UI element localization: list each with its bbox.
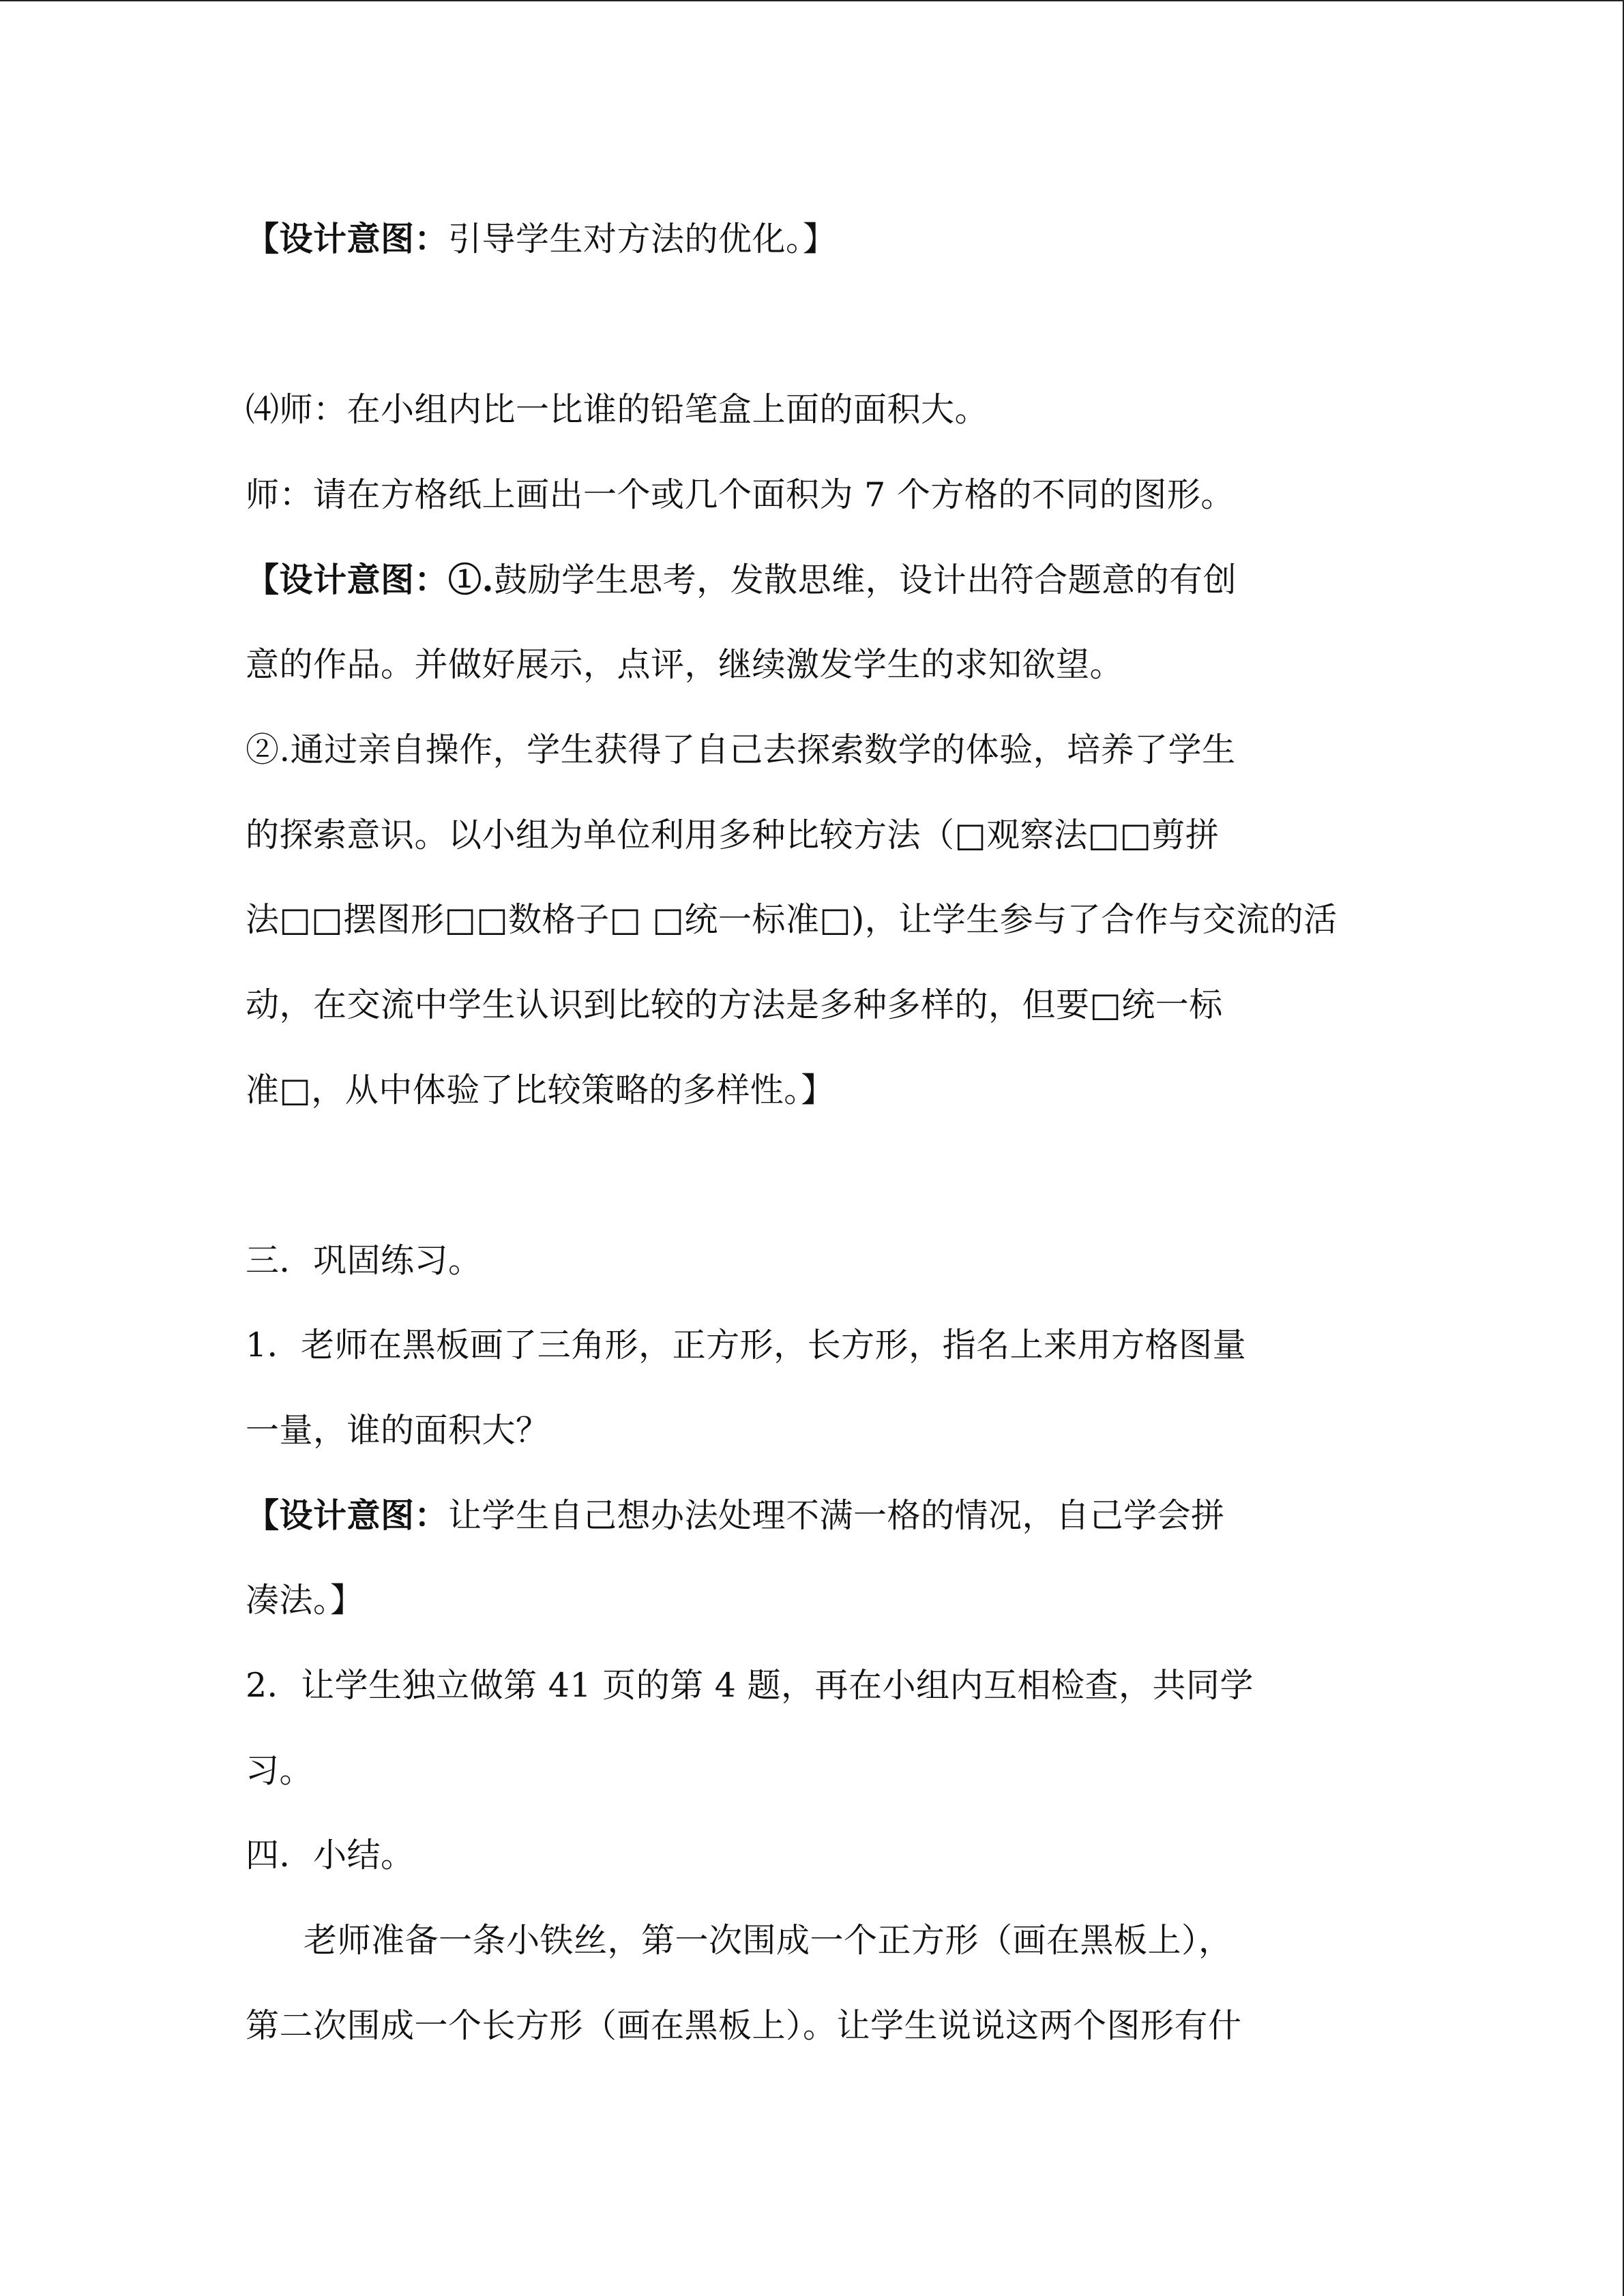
- design-intent-paragraph-2-line-2: 意的作品。并做好展示，点评，继续激发学生的求知欲望。: [246, 645, 1124, 684]
- teacher-instruction-line-1: ⑷师：在小组内比一比谁的铅笔盒上面的面积大。: [246, 390, 989, 429]
- practice-item-1-line-2: 一量，谁的面积大？: [246, 1411, 550, 1450]
- design-intent-paragraph-3-line-2: 凑法。】: [246, 1581, 364, 1620]
- design-intent-paragraph-2-line-6: 动，在交流中学生认识到比较的方法是多种多样的，但要□统一标: [246, 985, 1223, 1024]
- design-intent-paragraph-2-line-1: [246, 560, 1237, 599]
- section-heading-practice: 三．巩固练习。: [246, 1241, 482, 1280]
- design-intent-label: 【设计意图：: [246, 1495, 449, 1535]
- summary-paragraph-line-2: 第二次围成一个长方形（画在黑板上）。让学生说说这两个图形有什: [246, 2006, 1242, 2045]
- design-intent-text: 让学生自己想办法处理不满一格的情况，自己学会拼: [448, 1496, 1225, 1535]
- summary-paragraph-line-1: 老师准备一条小铁丝，第一次围成一个正方形（画在黑板上），: [304, 1921, 1232, 1960]
- design-intent-paragraph-1: [246, 219, 837, 258]
- teacher-instruction-line-2: 师：请在方格纸上画出一个或几个面积为 7 个方格的不同的图形。: [246, 475, 1235, 514]
- design-intent-paragraph-2-line-5: 法□□摆图形□□数格子□ □统一标准□)，让学生参与了合作与交流的活: [246, 900, 1338, 939]
- section-heading-summary: 四．小结。: [246, 1836, 415, 1875]
- design-intent-label: 【设计意图：: [246, 219, 449, 258]
- practice-item-2-line-2: 习。: [246, 1751, 314, 1790]
- design-intent-paragraph-2-line-4: 的探索意识。以小组为单位利用多种比较方法（□观察法□□剪拼: [246, 816, 1220, 854]
- practice-item-1-line-1: 1．老师在黑板画了三角形，正方形，长方形，指名上来用方格图量: [246, 1326, 1247, 1365]
- design-intent-paragraph-2-line-7: 准□，从中体验了比较策略的多样性。】: [246, 1071, 835, 1109]
- design-intent-text: 引导学生对方法的优化。】: [448, 220, 837, 258]
- design-intent-paragraph-2-line-3: ②.通过亲自操作，学生获得了自己去探索数学的体验，培养了学生: [246, 730, 1236, 769]
- design-intent-text: 鼓励学生思考，发散思维，设计出符合题意的有创: [494, 561, 1237, 599]
- practice-item-2-line-1: 2．让学生独立做第 41 页的第 4 题，再在小组内互相检查，共同学: [246, 1666, 1254, 1705]
- design-intent-label: 【设计意图：①.: [246, 560, 494, 599]
- design-intent-paragraph-3-line-1: [246, 1495, 1225, 1535]
